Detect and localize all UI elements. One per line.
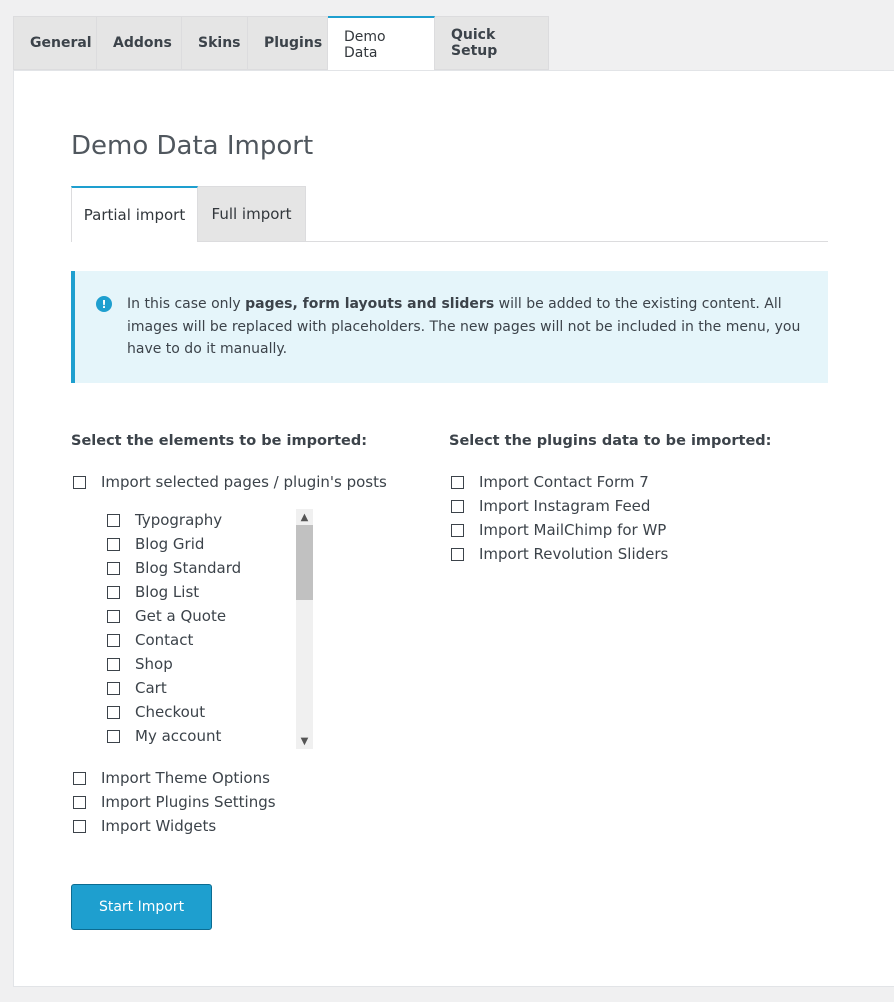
notice-text: In this case only pages, form layouts and sliders will be added to the existing content. All images will be replaced with placeholders. The new pages will not be included in the menu, you have to do it manually. [127,296,801,357]
elements-heading: Select the elements to be imported: [71,433,368,449]
page-item-cart[interactable]: Cart [107,679,167,697]
checkbox[interactable] [73,796,86,809]
checkbox[interactable] [107,610,120,623]
page-item-typography[interactable]: Typography [107,511,222,529]
page-item-shop[interactable]: Shop [107,655,173,673]
import-plugins-settings[interactable]: Import Plugins Settings [73,793,276,811]
import-instagram-feed[interactable]: Import Instagram Feed [451,497,650,515]
tab-partial-import[interactable]: Partial import [71,186,198,242]
checkbox[interactable] [107,730,120,743]
page-item-blog-standard[interactable]: Blog Standard [107,559,241,577]
import-widgets[interactable]: Import Widgets [73,817,216,835]
import-contact-form-7[interactable]: Import Contact Form 7 [451,473,649,491]
checkbox[interactable] [107,538,120,551]
checkbox[interactable] [451,476,464,489]
tab-demo-data[interactable]: Demo Data [328,16,435,71]
pages-list [104,508,314,748]
checkbox[interactable] [451,500,464,513]
chevron-up-icon[interactable]: ▲ [300,511,309,523]
import-mode-tabs [71,186,828,242]
checkbox[interactable] [73,820,86,833]
checkbox[interactable] [107,658,120,671]
import-theme-options[interactable]: Import Theme Options [73,769,270,787]
checkbox[interactable] [451,524,464,537]
page-item-contact[interactable]: Contact [107,631,193,649]
checkbox[interactable] [107,682,120,695]
tab-quick-setup[interactable]: Quick Setup [435,16,549,70]
import-revolution-sliders[interactable]: Import Revolution Sliders [451,545,668,563]
page-item-blog-grid[interactable]: Blog Grid [107,535,204,553]
import-mailchimp[interactable]: Import MailChimp for WP [451,521,666,539]
checkbox[interactable] [107,586,120,599]
checkbox[interactable] [107,706,120,719]
tab-addons[interactable]: Addons [97,16,182,70]
checkbox[interactable] [107,562,120,575]
plugins-heading: Select the plugins data to be imported: [449,433,772,449]
import-pages-option[interactable]: Import selected pages / plugin's posts [73,473,387,491]
exclamation-icon: ! [96,296,112,312]
tab-skins[interactable]: Skins [182,16,248,70]
page-item-checkout[interactable]: Checkout [107,703,205,721]
page-item-get-a-quote[interactable]: Get a Quote [107,607,226,625]
info-notice [71,271,828,383]
checkbox[interactable] [451,548,464,561]
checkbox[interactable] [73,772,86,785]
top-tabs [13,16,549,71]
start-import-button[interactable]: Start Import [71,884,212,930]
pages-list-scrollbar[interactable] [296,509,313,749]
chevron-down-icon[interactable]: ▼ [300,735,309,747]
page-item-blog-list[interactable]: Blog List [107,583,199,601]
checkbox[interactable] [107,514,120,527]
tab-general[interactable]: General [13,16,97,70]
page-title: Demo Data Import [71,131,314,161]
page-item-my-account[interactable]: My account [107,727,221,745]
checkbox[interactable] [73,476,86,489]
tab-full-import[interactable]: Full import [198,186,306,241]
scrollbar-thumb[interactable] [296,525,313,600]
checkbox[interactable] [107,634,120,647]
tab-plugins[interactable]: Plugins [248,16,328,70]
demo-data-panel [13,70,894,987]
